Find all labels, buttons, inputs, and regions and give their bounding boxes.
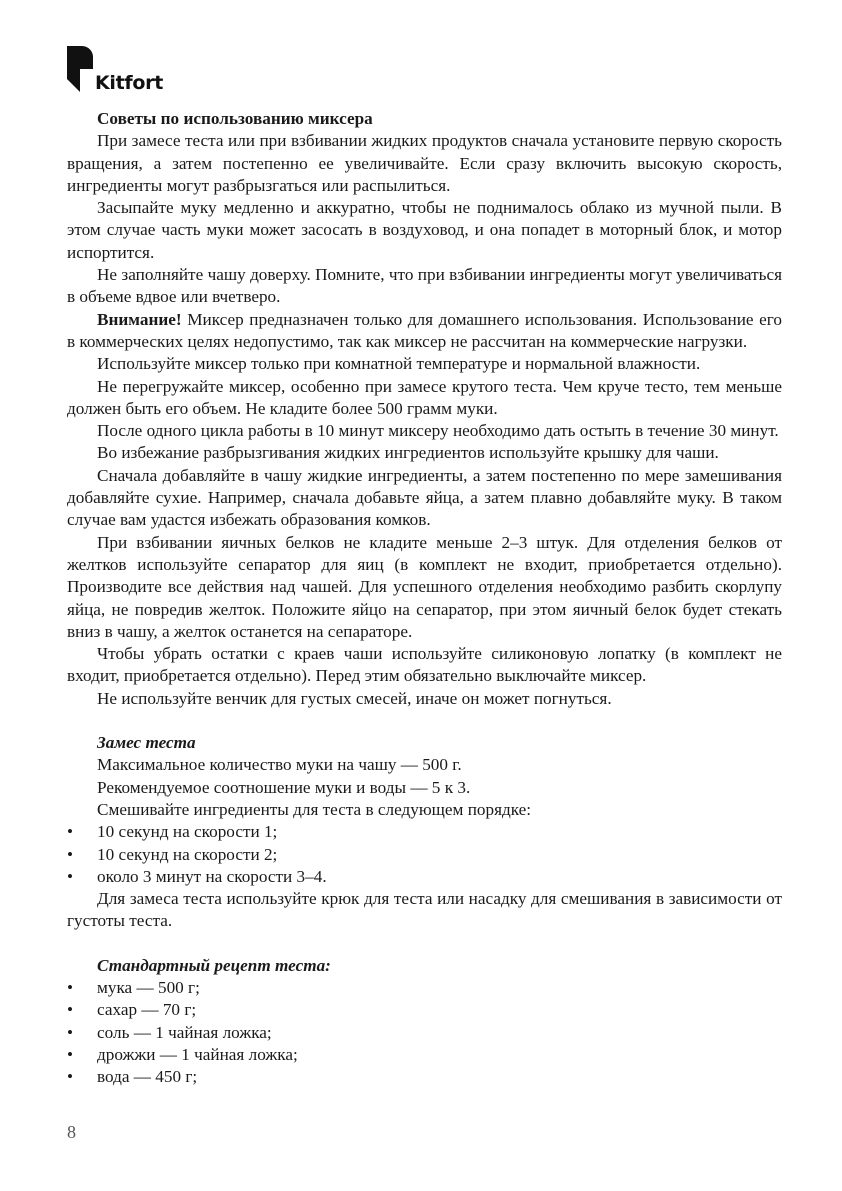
spacer (67, 933, 782, 955)
recipe-list (67, 977, 782, 1088)
paragraph: Не заполняйте чашу доверху. Помните, что при взбивании ингредиенты могут увеличиваться в объеме вдвое или вчетверо. (67, 265, 782, 307)
spacer (67, 710, 782, 732)
kitfort-logo-icon (67, 46, 93, 92)
paragraph: При взбивании яичных белков не кладите меньше 2–3 штук. Для отделения белков от желтков используйте сепаратор для яиц (в комплект не входит, приобретается отдельно). Производите все действия над чашей. Для успешного отделения необходимо разбить скорлупу яйца, не повредив желток. Положите яйцо на сепаратор, при этом яичный белок будет стекать вниз в чашу, а желток останется на сепараторе. (67, 532, 782, 641)
section-heading: Советы по использованию миксера (97, 109, 373, 128)
dough-steps-list (67, 821, 782, 888)
dough-line: Максимальное количество муки на чашу — 500 г. (97, 755, 462, 775)
list-item: • сахар — 70 г; (67, 999, 782, 1021)
warning-label: Внимание! (97, 309, 182, 329)
list-item: • около 3 минут на скорости 3–4. (67, 866, 782, 888)
paragraph: Во избежание разбрызгивания жидких ингредиентов используйте крышку для чаши. (97, 443, 719, 463)
dough-line: Рекомендуемое соотношение муки и воды — 5 к 3. (97, 777, 471, 797)
warning-text: Миксер предназначен только для домашнего использования. Использование его в коммерческих целях недопустимо, так как миксер не рассчитан на коммерческие нагрузки. (67, 309, 782, 351)
paragraph: Сначала добавляйте в чашу жидкие ингредиенты, а затем постепенно по мере замешивания добавляйте сухие. Например, сначала добавьте яйца, а затем плавно добавляйте муку. В таком случае вам удастся избежать образования комков. (67, 465, 782, 530)
list-item: • соль — 1 чайная ложка; (67, 1022, 782, 1044)
page-number: 8 (67, 1122, 76, 1142)
brand-name: Kitfort (95, 72, 163, 94)
paragraph: Засыпайте муку медленно и аккуратно, чтобы не поднималось облако из мучной пыли. В этом случае часть муки может засосать в воздуховод, и она попадет в моторный блок, и мотор испортится. (67, 198, 782, 262)
warning-paragraph (67, 309, 782, 354)
paragraph: Не используйте венчик для густых смесей, иначе он может погнуться. (97, 688, 612, 708)
dough-title: Замес теста (97, 733, 196, 753)
dough-note: Для замеса теста используйте крюк для теста или насадку для смешивания в зависимости от густоты теста. (67, 889, 782, 931)
recipe-title: Стандартный рецепт теста: (97, 955, 331, 975)
list-item: • дрожжи — 1 чайная ложка; (67, 1044, 782, 1066)
list-item: • 10 секунд на скорости 2; (67, 844, 782, 866)
paragraph: Используйте миксер только при комнатной температуре и нормальной влажности. (97, 354, 701, 374)
list-item: • 10 секунд на скорости 1; (67, 821, 782, 843)
paragraph: Чтобы убрать остатки с краев чаши используйте силиконовую лопатку (в комплект не входит, приобретается отдельно). Перед этим обязательно выключайте миксер. (67, 644, 782, 686)
paragraph: После одного цикла работы в 10 минут миксеру необходимо дать остыть в течение 30 минут. (97, 421, 779, 441)
page-content (67, 108, 782, 1088)
brand-logo (67, 46, 187, 92)
dough-line: Смешивайте ингредиенты для теста в следующем порядке: (97, 799, 532, 819)
paragraph: Не перегружайте миксер, особенно при замесе крутого теста. Чем круче тесто, тем меньше должен быть его объем. Не кладите более 500 грамм муки. (67, 376, 782, 418)
paragraph: При замесе теста или при взбивании жидких продуктов сначала установите первую скорость вращения, а затем постепенно ее увеличивайте. Если сразу включить высокую скорость, ингредиенты могут разбрызгаться или распылиться. (67, 131, 782, 195)
list-item: • мука — 500 г; (67, 977, 782, 999)
list-item: • вода — 450 г; (67, 1066, 782, 1088)
